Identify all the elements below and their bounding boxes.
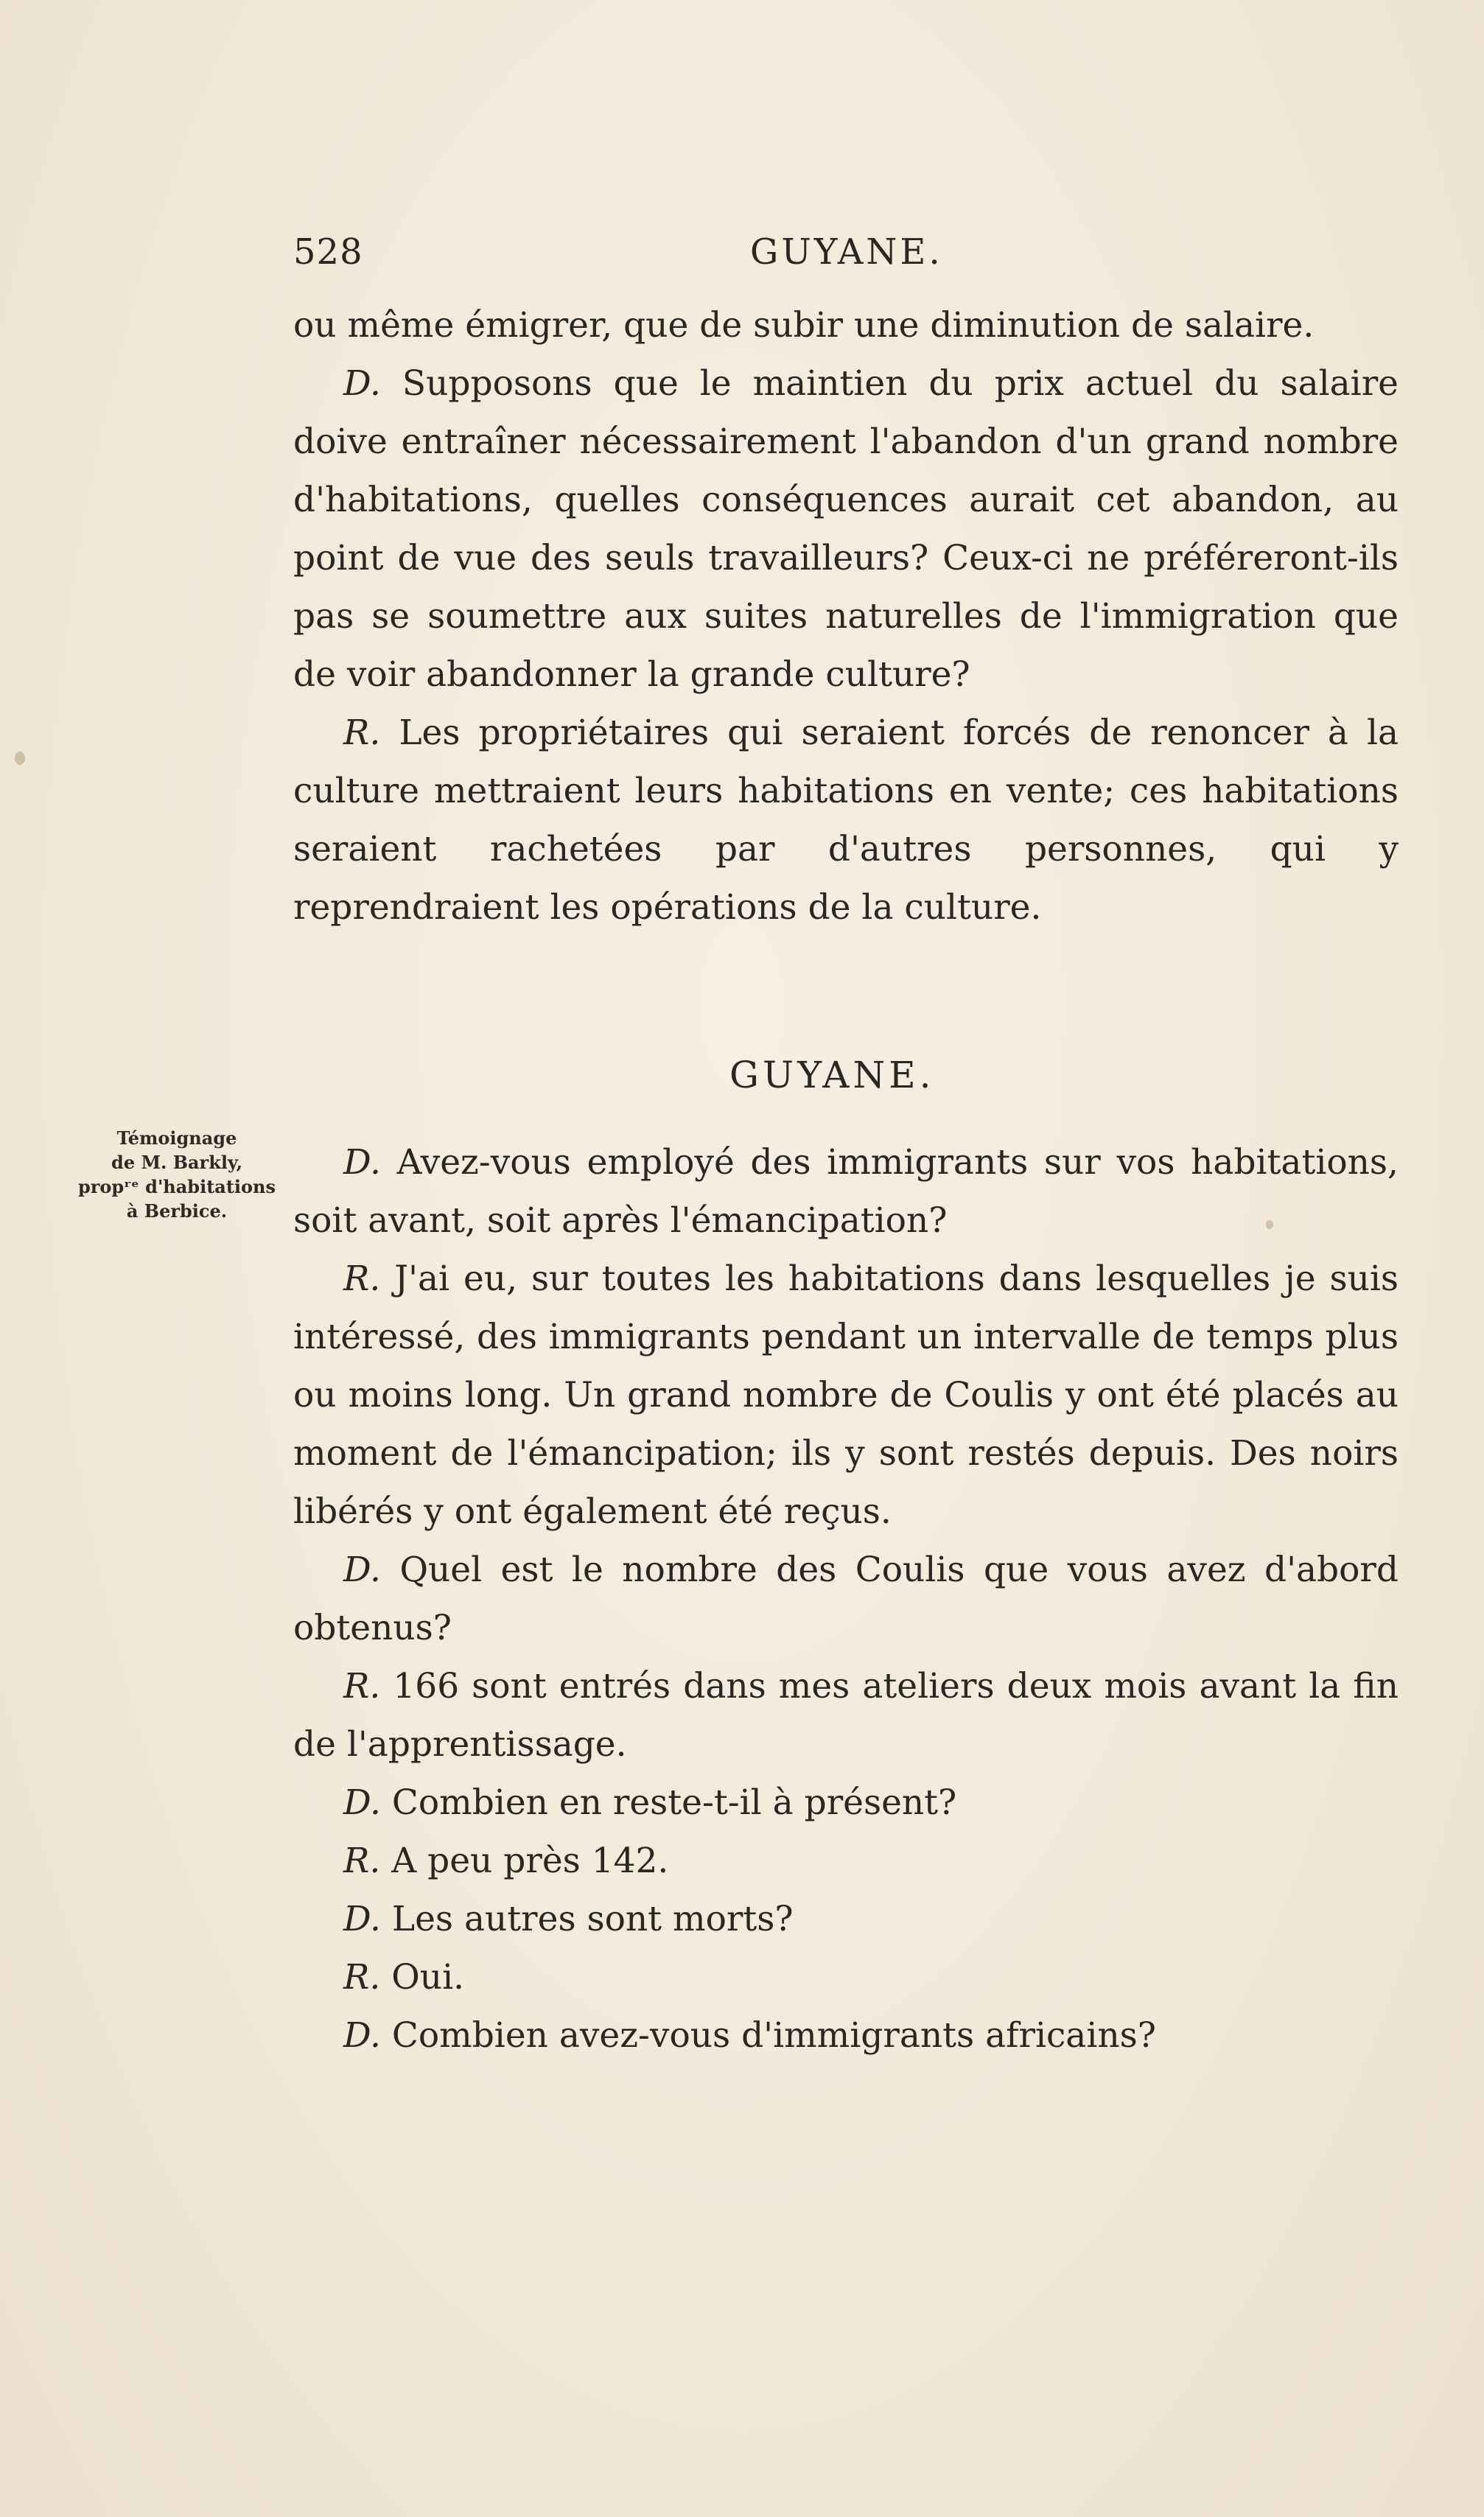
speaker-label: D.: [343, 1550, 381, 1590]
paragraph: [293, 1832, 1399, 1890]
margin-note-line: propʳᵉ d'habitations: [78, 1176, 276, 1197]
page-number: 528: [293, 231, 363, 273]
speaker-label: D.: [343, 1899, 381, 1939]
paragraph: [293, 1133, 1399, 1250]
paragraph-text: Les autres sont morts?: [380, 1899, 794, 1939]
speaker-label: R.: [343, 1957, 381, 1998]
speaker-label: R.: [343, 1666, 381, 1706]
paragraph: [293, 1948, 1399, 2006]
paragraph-text: J'ai eu, sur toutes les habitations dans lesquelles je suis intéressé, des immigrants pendant un intervalle de temps plus ou moins long. Un grand nombre de Coulis y ont été placés au moment de l'émancipation; ils y sont restés depuis. Des noirs libérés y ont également été reçus.: [293, 1258, 1399, 1532]
paragraph: [293, 1657, 1399, 1774]
text-block-2: [293, 1133, 1399, 2065]
paragraph-text: Combien avez-vous d'immigrants africains?: [380, 2015, 1156, 2056]
paragraph: [293, 1774, 1399, 1832]
paragraph: [293, 1250, 1399, 1541]
running-head: GUYANE.: [750, 231, 943, 273]
paragraph-text: Combien en reste-t-il à présent?: [380, 1782, 957, 1823]
paper-stain: [15, 752, 25, 765]
paragraph-text: 166 sont entrés dans mes ateliers deux mois avant la fin de l'apprentissage.: [293, 1666, 1399, 1765]
paragraph: [293, 1541, 1399, 1657]
paragraph: [293, 2006, 1399, 2065]
paragraph: [293, 704, 1399, 937]
margin-note-line: à Berbice.: [126, 1200, 228, 1222]
margin-note-line: de M. Barkly,: [111, 1152, 242, 1173]
paragraph-text: A peu près 142.: [380, 1841, 669, 1881]
speaker-label: D.: [343, 2015, 381, 2056]
paragraph-text: Supposons que le maintien du prix actuel du salaire doive entraîner nécessairement l'abandon d'un grand nombre d'habitations, quelles conséquences aurait cet abandon, au point de vue des seuls travailleurs? Ceux-ci ne préféreront-ils pas se soumettre aux suites naturelles de l'immigration que de voir abandonner la grande culture?: [293, 363, 1399, 695]
speaker-label: R.: [343, 1258, 381, 1299]
paragraph: [293, 1890, 1399, 1948]
paragraph-text: Oui.: [380, 1957, 465, 1998]
speaker-label: D.: [343, 1142, 381, 1183]
paragraph: [293, 296, 1399, 354]
margin-note-line: Témoignage: [116, 1127, 237, 1149]
section-title: GUYANE.: [729, 1054, 935, 1096]
paragraph: [293, 354, 1399, 704]
paragraph-text: Les propriétaires qui seraient forcés de renoncer à la culture mettraient leurs habitations en vente; ces habitations seraient rachetées par d'autres personnes, qui y reprendraient les opérations de la culture.: [293, 713, 1399, 928]
paragraph-text: Quel est le nombre des Coulis que vous avez d'abord obtenus?: [293, 1550, 1399, 1648]
speaker-label: D.: [343, 1782, 381, 1823]
speaker-label: D.: [343, 363, 381, 404]
speaker-label: R.: [343, 1841, 381, 1881]
text-block-1: [293, 296, 1399, 937]
paragraph-text: ou même émigrer, que de subir une diminution de salaire.: [293, 305, 1315, 346]
paragraph-text: Avez-vous employé des immigrants sur vos habitations, soit avant, soit après l'émancipation?: [293, 1142, 1399, 1241]
margin-note: [66, 1126, 287, 1223]
page-header: [293, 230, 1399, 274]
speaker-label: R.: [343, 713, 381, 753]
